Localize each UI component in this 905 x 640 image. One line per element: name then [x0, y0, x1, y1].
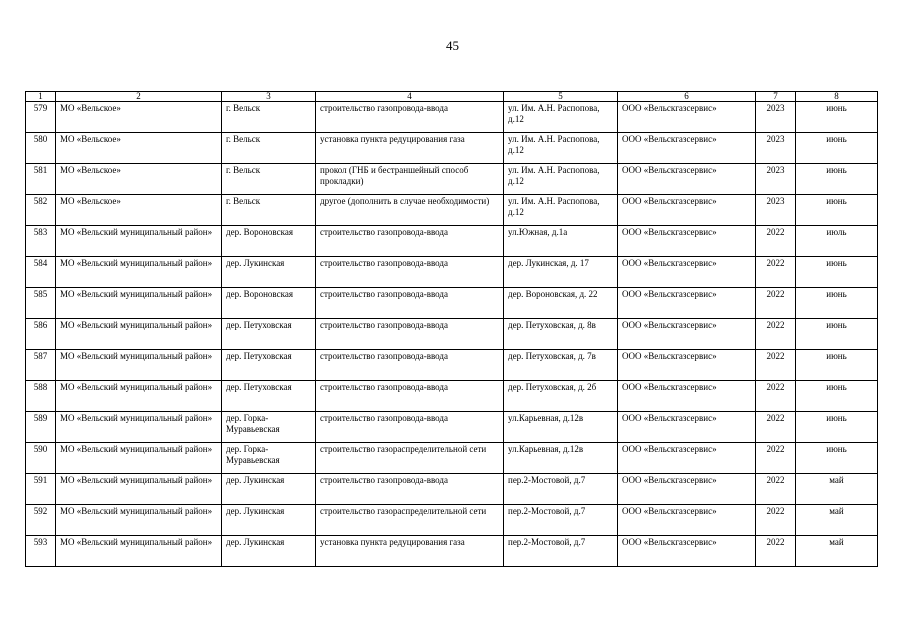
cell-work: строительство газопровода-ввода — [316, 319, 504, 350]
cell-address: пер.2-Мостовой, д.7 — [504, 536, 618, 567]
registry-table — [25, 91, 878, 567]
cell-municipality: МО «Вельский муниципальный район» — [56, 536, 222, 567]
table-row — [26, 350, 878, 381]
cell-month: июль — [796, 226, 878, 257]
cell-number: 579 — [26, 102, 56, 133]
cell-municipality: МО «Вельский муниципальный район» — [56, 257, 222, 288]
cell-settlement: дер. Вороновская — [222, 288, 316, 319]
cell-organization: ООО «Вельскгазсервис» — [618, 536, 756, 567]
cell-number: 589 — [26, 412, 56, 443]
cell-address: ул. Им. А.Н. Распопова, д.12 — [504, 164, 618, 195]
cell-municipality: МО «Вельское» — [56, 195, 222, 226]
cell-year: 2022 — [756, 505, 796, 536]
table-row — [26, 226, 878, 257]
header-cell-month: 8 — [796, 92, 878, 102]
cell-work: строительство газопровода-ввода — [316, 288, 504, 319]
cell-settlement: дер. Лукинская — [222, 536, 316, 567]
cell-year: 2023 — [756, 102, 796, 133]
cell-work: строительство газораспределительной сети — [316, 505, 504, 536]
cell-year: 2022 — [756, 257, 796, 288]
cell-work: строительство газопровода-ввода — [316, 226, 504, 257]
cell-settlement: дер. Петуховская — [222, 381, 316, 412]
cell-year: 2023 — [756, 133, 796, 164]
cell-month: май — [796, 536, 878, 567]
cell-year: 2022 — [756, 319, 796, 350]
cell-settlement: дер. Лукинская — [222, 257, 316, 288]
header-cell-number: 1 — [26, 92, 56, 102]
cell-work: строительство газопровода-ввода — [316, 350, 504, 381]
cell-organization: ООО «Вельскгазсервис» — [618, 319, 756, 350]
cell-organization: ООО «Вельскгазсервис» — [618, 412, 756, 443]
cell-municipality: МО «Вельский муниципальный район» — [56, 319, 222, 350]
cell-address: ул. Им. А.Н. Распопова, д.12 — [504, 133, 618, 164]
cell-organization: ООО «Вельскгазсервис» — [618, 226, 756, 257]
header-row — [26, 92, 878, 102]
cell-settlement: г. Вельск — [222, 133, 316, 164]
cell-year: 2022 — [756, 381, 796, 412]
cell-address: дер. Лукинская, д. 17 — [504, 257, 618, 288]
cell-month: июнь — [796, 195, 878, 226]
cell-settlement: г. Вельск — [222, 195, 316, 226]
table-row — [26, 412, 878, 443]
cell-settlement: дер. Вороновская — [222, 226, 316, 257]
cell-year: 2023 — [756, 164, 796, 195]
cell-number: 588 — [26, 381, 56, 412]
cell-settlement: г. Вельск — [222, 102, 316, 133]
cell-municipality: МО «Вельский муниципальный район» — [56, 350, 222, 381]
cell-number: 581 — [26, 164, 56, 195]
table-row — [26, 257, 878, 288]
cell-number: 590 — [26, 443, 56, 474]
cell-organization: ООО «Вельскгазсервис» — [618, 195, 756, 226]
cell-year: 2022 — [756, 412, 796, 443]
cell-address: дер. Петуховская, д. 7в — [504, 350, 618, 381]
cell-work: строительство газопровода-ввода — [316, 412, 504, 443]
cell-year: 2022 — [756, 350, 796, 381]
header-cell-organization: 6 — [618, 92, 756, 102]
cell-year: 2022 — [756, 443, 796, 474]
cell-month: июнь — [796, 381, 878, 412]
cell-number: 583 — [26, 226, 56, 257]
cell-work: строительство газопровода-ввода — [316, 102, 504, 133]
table-row — [26, 195, 878, 226]
table-row — [26, 102, 878, 133]
cell-month: июнь — [796, 443, 878, 474]
cell-year: 2022 — [756, 226, 796, 257]
cell-organization: ООО «Вельскгазсервис» — [618, 474, 756, 505]
cell-organization: ООО «Вельскгазсервис» — [618, 133, 756, 164]
table-row — [26, 474, 878, 505]
cell-settlement: дер. Петуховская — [222, 350, 316, 381]
cell-number: 584 — [26, 257, 56, 288]
cell-municipality: МО «Вельское» — [56, 164, 222, 195]
cell-address: ул.Южная, д.1а — [504, 226, 618, 257]
cell-number: 580 — [26, 133, 56, 164]
cell-organization: ООО «Вельскгазсервис» — [618, 257, 756, 288]
cell-month: июнь — [796, 133, 878, 164]
cell-address: дер. Вороновская, д. 22 — [504, 288, 618, 319]
cell-month: май — [796, 505, 878, 536]
cell-work: установка пункта редуцирования газа — [316, 133, 504, 164]
table-row — [26, 536, 878, 567]
cell-organization: ООО «Вельскгазсервис» — [618, 288, 756, 319]
table-row — [26, 133, 878, 164]
cell-month: июнь — [796, 319, 878, 350]
cell-work: строительство газораспределительной сети — [316, 443, 504, 474]
cell-settlement: дер. Горка-Муравьевская — [222, 412, 316, 443]
cell-address: ул. Им. А.Н. Распопова, д.12 — [504, 102, 618, 133]
table-row — [26, 164, 878, 195]
cell-address: дер. Петуховская, д. 8в — [504, 319, 618, 350]
cell-municipality: МО «Вельский муниципальный район» — [56, 226, 222, 257]
cell-month: июнь — [796, 350, 878, 381]
cell-work: строительство газопровода-ввода — [316, 474, 504, 505]
cell-work: строительство газопровода-ввода — [316, 257, 504, 288]
cell-month: июнь — [796, 257, 878, 288]
cell-address: пер.2-Мостовой, д.7 — [504, 505, 618, 536]
header-cell-municipality: 2 — [56, 92, 222, 102]
cell-organization: ООО «Вельскгазсервис» — [618, 381, 756, 412]
table-row — [26, 381, 878, 412]
cell-number: 586 — [26, 319, 56, 350]
cell-organization: ООО «Вельскгазсервис» — [618, 164, 756, 195]
cell-municipality: МО «Вельский муниципальный район» — [56, 443, 222, 474]
cell-address: дер. Петуховская, д. 2б — [504, 381, 618, 412]
table-header — [26, 92, 878, 102]
cell-organization: ООО «Вельскгазсервис» — [618, 505, 756, 536]
page-number: 45 — [446, 38, 459, 53]
header-cell-work: 4 — [316, 92, 504, 102]
cell-settlement: дер. Лукинская — [222, 474, 316, 505]
cell-municipality: МО «Вельский муниципальный район» — [56, 381, 222, 412]
cell-address: ул.Карьевная, д.12в — [504, 412, 618, 443]
cell-month: май — [796, 474, 878, 505]
cell-work: другое (дополнить в случае необходимости) — [316, 195, 504, 226]
header-cell-settlement: 3 — [222, 92, 316, 102]
cell-work: установка пункта редуцирования газа — [316, 536, 504, 567]
cell-work: строительство газопровода-ввода — [316, 381, 504, 412]
cell-settlement: дер. Горка-Муравьевская — [222, 443, 316, 474]
table-row — [26, 288, 878, 319]
cell-municipality: МО «Вельское» — [56, 102, 222, 133]
cell-municipality: МО «Вельский муниципальный район» — [56, 288, 222, 319]
cell-year: 2022 — [756, 288, 796, 319]
cell-year: 2022 — [756, 474, 796, 505]
cell-month: июнь — [796, 102, 878, 133]
cell-number: 582 — [26, 195, 56, 226]
cell-work: прокол (ГНБ и бестраншейный способ прокладки) — [316, 164, 504, 195]
cell-organization: ООО «Вельскгазсервис» — [618, 102, 756, 133]
header-cell-year: 7 — [756, 92, 796, 102]
cell-municipality: МО «Вельское» — [56, 133, 222, 164]
cell-settlement: дер. Петуховская — [222, 319, 316, 350]
table-body — [26, 102, 878, 567]
cell-organization: ООО «Вельскгазсервис» — [618, 350, 756, 381]
cell-settlement: дер. Лукинская — [222, 505, 316, 536]
cell-month: июнь — [796, 412, 878, 443]
header-cell-address: 5 — [504, 92, 618, 102]
cell-municipality: МО «Вельский муниципальный район» — [56, 474, 222, 505]
table-row — [26, 319, 878, 350]
cell-address: пер.2-Мостовой, д.7 — [504, 474, 618, 505]
cell-year: 2022 — [756, 536, 796, 567]
cell-year: 2023 — [756, 195, 796, 226]
cell-municipality: МО «Вельский муниципальный район» — [56, 505, 222, 536]
cell-number: 591 — [26, 474, 56, 505]
cell-number: 593 — [26, 536, 56, 567]
cell-month: июнь — [796, 164, 878, 195]
cell-municipality: МО «Вельский муниципальный район» — [56, 412, 222, 443]
cell-number: 585 — [26, 288, 56, 319]
cell-month: июнь — [796, 288, 878, 319]
cell-address: ул. Им. А.Н. Распопова, д.12 — [504, 195, 618, 226]
cell-settlement: г. Вельск — [222, 164, 316, 195]
cell-address: ул.Карьевная, д.12в — [504, 443, 618, 474]
table-row — [26, 443, 878, 474]
cell-number: 587 — [26, 350, 56, 381]
cell-number: 592 — [26, 505, 56, 536]
table-row — [26, 505, 878, 536]
cell-organization: ООО «Вельскгазсервис» — [618, 443, 756, 474]
